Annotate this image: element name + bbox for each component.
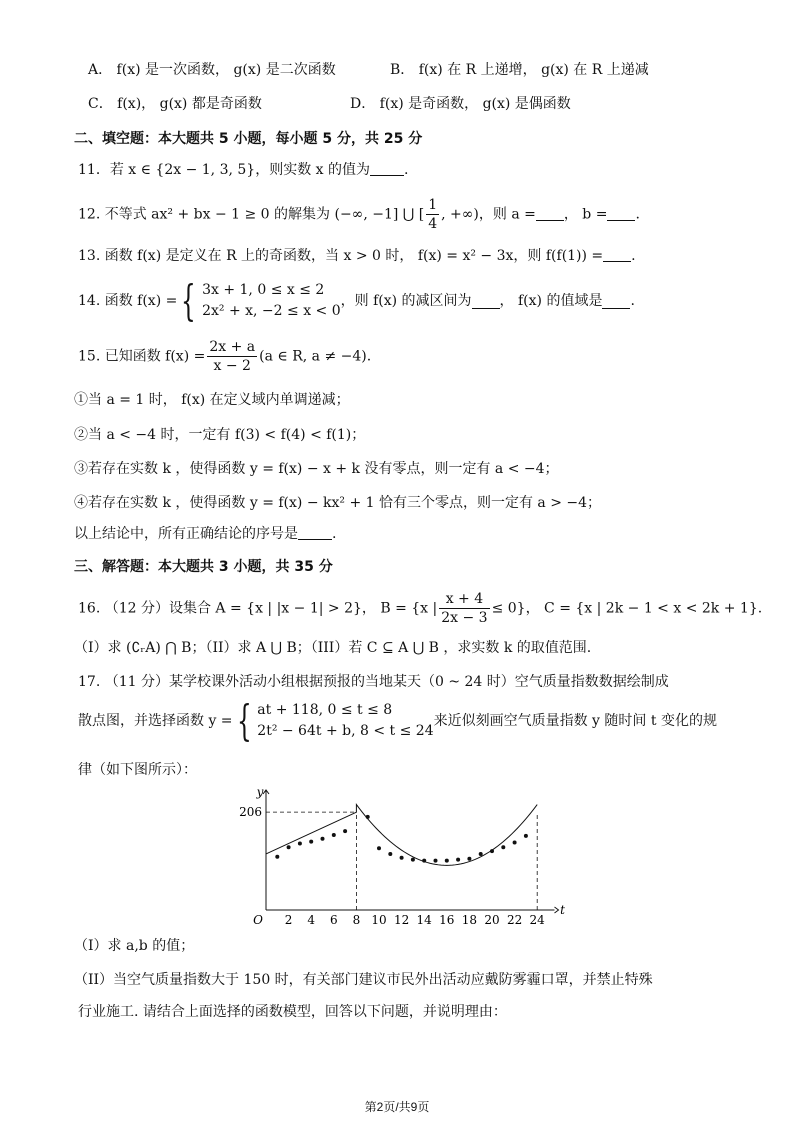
q17-part-1: （I）求 a,b 的值； <box>74 938 195 954</box>
brace: { <box>181 276 197 325</box>
q15-statement-1: ①当 a = 1 时， f(x) 在定义域内单调递减； <box>74 392 350 408</box>
data-point <box>422 859 426 863</box>
q15-statement-2: ②当 a < −4 时，一定有 f(3) < f(4) < f(1)； <box>74 427 366 443</box>
data-point <box>388 852 392 856</box>
question-13 <box>78 246 636 266</box>
option-a: A． f(x) 是一次函数， g(x) 是二次函数 <box>88 62 336 78</box>
x-tick-label: 2 <box>284 913 293 927</box>
page-footer: 第2页/共9页 <box>364 1100 430 1114</box>
x-tick-label: 20 <box>484 913 500 927</box>
q15-fraction <box>207 338 257 375</box>
option-c: C． f(x)， g(x) 都是奇函数 <box>88 96 262 112</box>
q17-text-end: 来近似刻画空气质量指数 y 随时间 t 变化的规 <box>433 713 717 729</box>
section-heading-fill-blank: 二、填空题：本大题共 5 小题，每小题 5 分，共 25 分 <box>74 131 423 147</box>
q17-line-3: 律（如下图所示）： <box>78 762 197 778</box>
q12-fraction <box>426 196 439 233</box>
q16-text: 16. （12 分）设集合 A = {x | |x − 1| > 2}， B = {x | <box>78 600 438 617</box>
origin-label: O <box>253 913 263 927</box>
q17-case-2: 2t² − 64t + b, 8 < t ≤ 24 <box>257 723 434 739</box>
data-point <box>513 841 517 845</box>
q16-subquestions: （I）求 (∁ᵣA) ⋂ B；（II）求 A ⋃ B；（III）若 C ⊆ A ⋃ B ，求实数 k 的取值范围. <box>74 640 592 656</box>
answer-blank <box>607 206 635 221</box>
answer-blank <box>370 161 404 176</box>
q13-text: 13. 函数 f(x) 是定义在 R 上的奇函数，当 x > 0 时， f(x) = x² − 3x，则 f(f(1)) = <box>78 248 604 264</box>
q17-case-1: at + 118, 0 ≤ t ≤ 8 <box>257 702 393 718</box>
x-tick-label: 12 <box>393 913 410 927</box>
q17-part-2: （II）当空气质量指数大于 150 时，有关部门建议市民外出活动应戴防雾霾口罩，并禁止特殊 <box>74 972 653 988</box>
x-axis-arrow <box>555 907 559 913</box>
q12-fraction-denominator: 4 <box>428 216 438 232</box>
data-point <box>343 829 347 833</box>
data-point <box>490 849 494 853</box>
data-point <box>275 855 279 859</box>
answer-blank <box>472 294 500 309</box>
x-tick-label: 4 <box>307 913 316 927</box>
q17-part-2-cont: 行业施工. 请结合上面选择的函数模型，回答以下问题，并说明理由： <box>78 1004 507 1020</box>
q15-statement-4: ④若存在实数 k ，使得函数 y = f(x) − kx² + 1 恰有三个零点，则一定有 a > −4； <box>74 495 602 511</box>
q12-end: . <box>635 206 640 223</box>
data-point <box>501 845 505 849</box>
data-point <box>456 858 460 862</box>
question-15 <box>78 338 371 375</box>
q12-fraction-numerator: 1 <box>428 197 438 213</box>
q14-piecewise <box>202 280 341 322</box>
data-point <box>467 857 471 861</box>
y-axis-label: y <box>256 785 264 799</box>
q14-case-2: 2x² + x, −2 ≤ x < 0 <box>202 303 341 319</box>
option-d: D． f(x) 是奇函数， g(x) 是偶函数 <box>350 96 571 112</box>
question-16 <box>78 590 762 627</box>
q12-text: 12. 不等式 ax² + bx − 1 ≥ 0 的解集为 (−∞, −1] ⋃ [ <box>78 206 425 223</box>
answer-blank <box>603 247 631 262</box>
x-tick-label: 18 <box>461 913 478 927</box>
data-point <box>479 852 483 856</box>
q15-statement-3: ③若存在实数 k ，使得函数 y = f(x) − x + k 没有零点，则一定有 a < −4； <box>74 461 559 477</box>
data-point <box>445 859 449 863</box>
q14-text: 14. 函数 f(x) = <box>78 293 178 309</box>
question-12 <box>78 196 640 233</box>
x-tick-label: 14 <box>416 913 432 927</box>
brace: { <box>236 696 252 745</box>
data-point <box>411 858 415 862</box>
q17-line-1: 17. （11 分）某学校课外活动小组根据预报的当地某天（0 ~ 24 时）空气质量指数数据绘制成 <box>78 674 669 690</box>
question-11 <box>78 160 408 180</box>
x-tick-label: 24 <box>529 913 545 927</box>
q11-text: 11．若 x ∈ {2x − 1, 3, 5}，则实数 x 的值为 <box>78 162 370 178</box>
data-point <box>321 837 325 841</box>
data-point <box>366 815 370 819</box>
q16-fraction-numerator: x + 4 <box>439 590 489 609</box>
data-point <box>287 845 291 849</box>
q15-ask-text: 以上结论中，所有正确结论的序号是 <box>74 526 298 542</box>
data-point <box>332 833 336 837</box>
q15-ask <box>74 524 336 544</box>
q16-text-end: ≤ 0}， C = {x | 2k − 1 < x < 2k + 1}. <box>491 600 763 617</box>
data-point <box>400 856 404 860</box>
q15-fraction-numerator: 2x + a <box>209 339 256 355</box>
q13-end: . <box>631 248 636 264</box>
q14-case-1: 3x + 1, 0 ≤ x ≤ 2 <box>202 282 325 298</box>
x-axis-label: t <box>560 903 565 917</box>
x-tick-label: 8 <box>352 913 361 927</box>
q16-fraction <box>439 590 489 627</box>
data-point <box>524 834 528 838</box>
x-tick-label: 22 <box>506 913 523 927</box>
answer-blank <box>536 206 564 221</box>
x-tick-label: 16 <box>439 913 455 927</box>
q17-piecewise <box>257 700 433 742</box>
data-point <box>298 842 302 846</box>
x-tick-label: 10 <box>371 913 387 927</box>
x-tick-label: 6 <box>329 913 338 927</box>
section-heading-answers: 三、解答题：本大题共 3 小题，共 35 分 <box>74 559 333 575</box>
q14-text-mid2: ， f(x) 的值域是 <box>499 293 603 309</box>
q16-fraction-denominator: 2x − 3 <box>441 610 488 626</box>
data-point <box>434 859 438 863</box>
data-point <box>377 846 381 850</box>
q17-text: 散点图，并选择函数 y = <box>78 713 233 729</box>
q15-ask-end: . <box>332 526 337 542</box>
q14-text-mid: ，则 f(x) 的减区间为 <box>340 293 472 309</box>
scatter-chart <box>239 784 565 927</box>
q14-end: . <box>630 293 635 309</box>
q17-line-2 <box>78 696 717 745</box>
question-14 <box>78 276 635 325</box>
q12-text-mid2: ， b = <box>563 206 608 223</box>
q12-text-mid: , +∞)，则 a = <box>441 206 536 223</box>
data-point <box>309 840 313 844</box>
q15-condition: (a ∈ R, a ≠ −4). <box>259 348 372 365</box>
answer-blank <box>298 525 332 540</box>
option-b: B． f(x) 在 R 上递增， g(x) 在 R 上递减 <box>390 62 649 78</box>
q15-text: 15. 已知函数 f(x) = <box>78 348 206 365</box>
answer-blank <box>602 294 630 309</box>
y-tick-label: 206 <box>239 805 262 820</box>
q15-fraction-denominator: x − 2 <box>213 358 251 374</box>
q11-end: . <box>404 162 409 178</box>
